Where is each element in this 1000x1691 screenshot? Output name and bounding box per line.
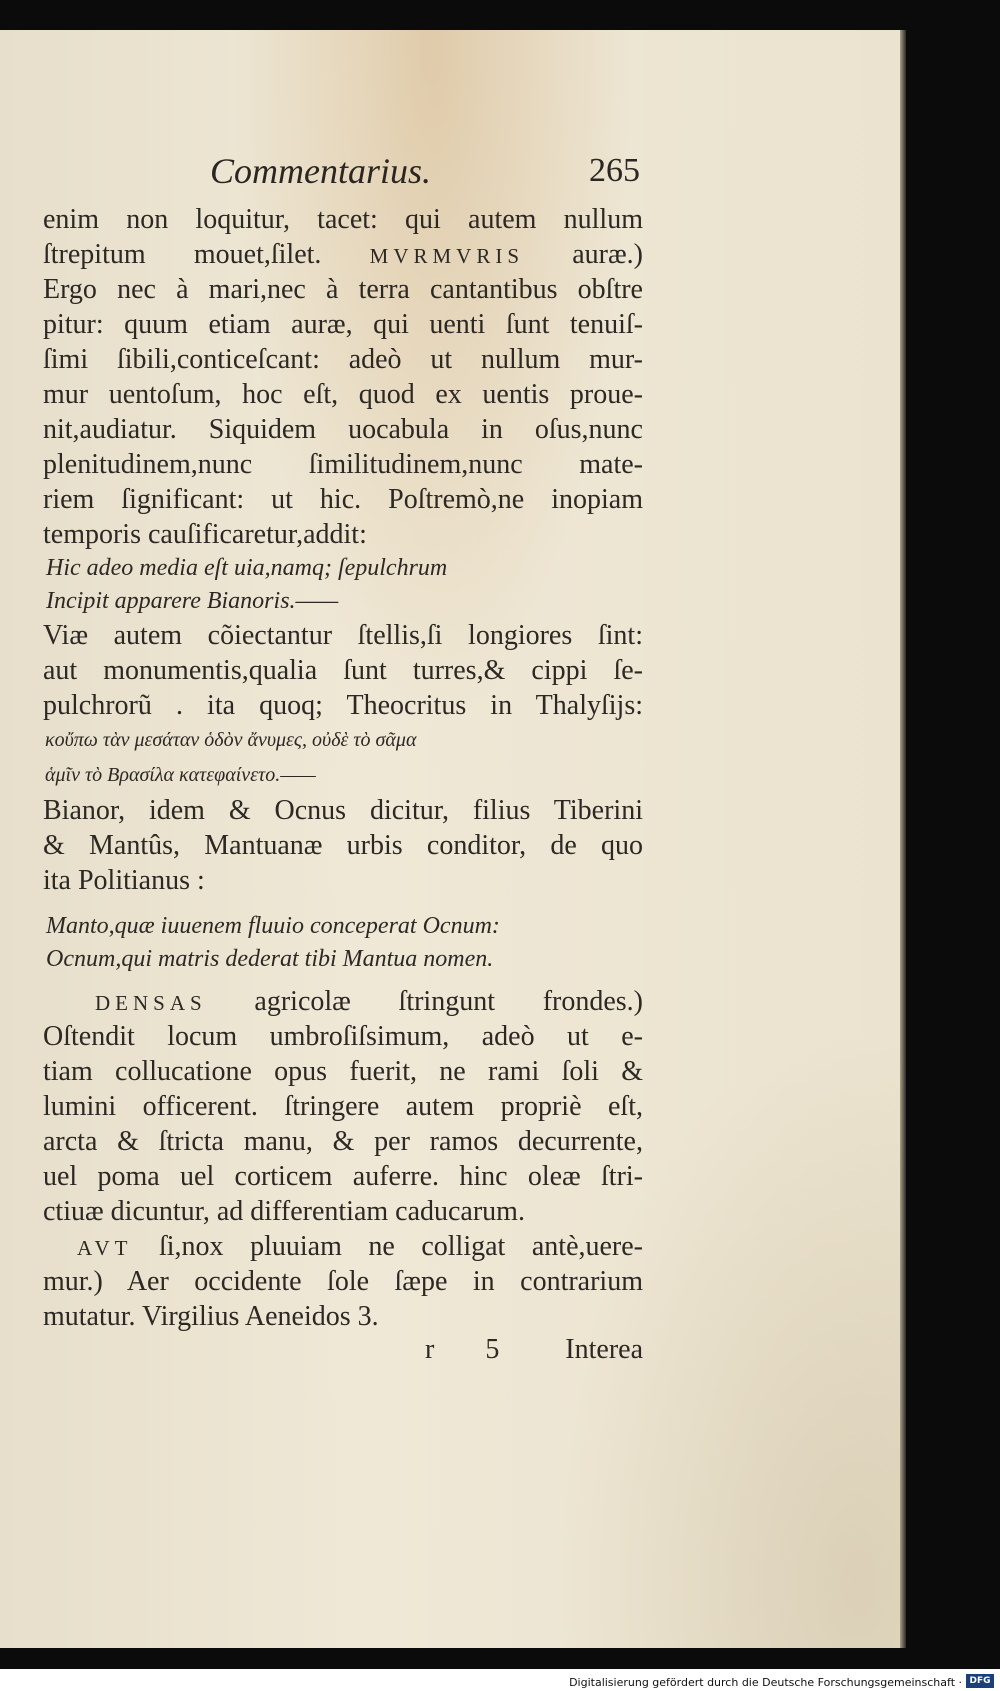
page-header xyxy=(210,150,640,200)
text-line: tiam collucatione opus fuerit, ne rami ſoli & xyxy=(43,1056,643,1087)
commentary-text xyxy=(43,202,643,1369)
lemma-keyword: DENSAS xyxy=(95,991,207,1015)
page-edge xyxy=(900,30,906,1648)
running-head: Commentarius. xyxy=(210,151,432,191)
text-line: Oſtendit locum umbroſiſsimum, adeò ut e- xyxy=(43,1021,643,1052)
text-line: mur.) Aer occidente ſole ſæpe in contrarium xyxy=(43,1266,643,1297)
text-line: ita Politianus : xyxy=(43,865,205,896)
text-line: ſimi ſibili,conticeſcant: adeò ut nullum mur- xyxy=(43,344,643,375)
text-line: plenitudinem,nunc ſimilitudinem,nunc mate- xyxy=(43,449,643,480)
book-page xyxy=(0,30,903,1648)
catchword: Interea xyxy=(565,1334,643,1365)
text-line-with-lemma xyxy=(43,1229,643,1264)
verse-quote: Manto,quæ iuuenem fluuio conceperat Ocnum: xyxy=(46,913,500,939)
dfg-logo-icon: DFG xyxy=(966,1674,994,1688)
text-fragment: ſtrepitum mouet,ſilet. xyxy=(43,239,322,270)
text-line: uel poma uel corticem auferre. hinc oleæ ſtri- xyxy=(43,1161,643,1192)
lemma-text: auræ.) xyxy=(572,239,644,270)
footer-bar xyxy=(0,1669,1000,1691)
text-line: riem ſignificant: ut hic. Poſtremò,ne inopiam xyxy=(43,484,643,515)
signature-mark: r 5 xyxy=(425,1334,522,1365)
text-line: mur uentoſum, hoc eſt, quod ex uentis proue- xyxy=(43,379,643,410)
text-line: nit,audiatur. Siquidem uocabula in oſus,nunc xyxy=(43,414,643,445)
verse-quote: Ocnum,qui matris dederat tibi Mantua nomen. xyxy=(46,946,494,972)
lemma-keyword: AVT xyxy=(77,1236,133,1260)
text-line-with-lemma xyxy=(43,237,643,272)
text-line: Bianor, idem & Ocnus dicitur, filius Tiberini xyxy=(43,795,643,826)
greek-quote: κοὔπω τὰν μεσάταν ὁδὸν ἄνυμες, οὐδὲ τὸ σᾶμα xyxy=(45,729,417,751)
text-line: enim non loquitur, tacet: qui autem nullum xyxy=(43,204,643,235)
greek-quote: ἁμῖν τὸ Βρασίλα κατεφαίνετο.—— xyxy=(45,764,316,786)
text-line: & Mantûs, Mantuanæ urbis conditor, de quo xyxy=(43,830,643,861)
text-line: temporis cauſificaretur,addit: xyxy=(43,519,367,550)
verse-quote: Hic adeo media eſt uia,namq; ſepulchrum xyxy=(46,555,448,581)
text-line: Ergo nec à mari,nec à terra cantantibus obſtre xyxy=(43,274,643,305)
text-line: aut monumentis,qualia ſunt turres,& cippi ſe- xyxy=(43,655,643,686)
lemma-text: agricolæ ſtringunt frondes.) xyxy=(254,986,643,1017)
funding-credit: Digitalisierung gefördert durch die Deutsche Forschungsgemeinschaft · xyxy=(569,1676,962,1689)
text-line: pitur: quum etiam auræ, qui uenti ſunt tenuiſ- xyxy=(43,309,643,340)
text-line-with-lemma xyxy=(43,984,643,1019)
text-line: mutatur. Virgilius Aeneidos 3. xyxy=(43,1301,379,1332)
catch-line xyxy=(43,1334,643,1369)
verse-quote: Incipit apparere Bianoris.—— xyxy=(46,588,339,614)
text-line: lumini officerent. ſtringere autem propriè eſt, xyxy=(43,1091,643,1122)
lemma-text: ſi,nox pluuiam ne colligat antè,uere- xyxy=(159,1231,644,1262)
text-line: arcta & ſtricta manu, & per ramos decurrente, xyxy=(43,1126,643,1157)
lemma-keyword: MVRMVRIS xyxy=(369,244,525,268)
text-line: pulchrorũ . ita quoq; Theocritus in Thalyſijs: xyxy=(43,690,643,721)
text-line: Viæ autem cõiectantur ſtellis,ſi longiores ſint: xyxy=(43,620,643,651)
text-line: ctiuæ dicuntur, ad differentiam caducarum. xyxy=(43,1196,525,1227)
page-number: 265 xyxy=(589,152,640,189)
